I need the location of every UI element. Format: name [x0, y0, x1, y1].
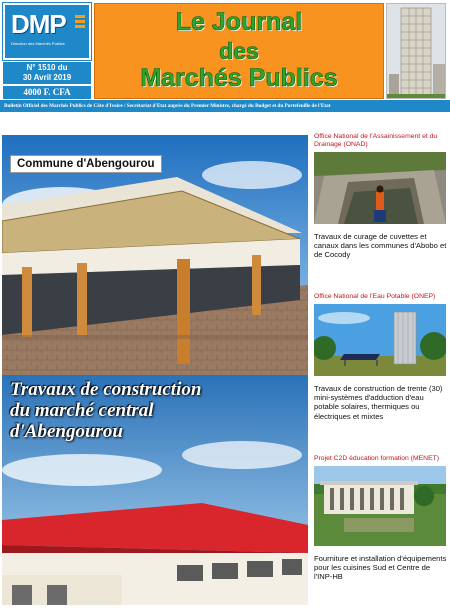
dmp-logo [3, 3, 91, 60]
side-description: Fourniture et installation d'équipements pour les cuisines Sud et Centre de l'INP-HB [314, 554, 447, 582]
headline-line-1: Travaux de construction [10, 379, 202, 400]
logo-text: DMP [11, 9, 66, 39]
issue-date: 30 Avril 2019 [22, 73, 72, 82]
side-category: Projet C2D éducation formation (MENET) [314, 455, 440, 462]
side-story-onad[interactable] [314, 133, 450, 260]
headline-line-3: d'Abengourou [10, 421, 123, 442]
water-tower-image [314, 304, 446, 381]
logo-subtitle: Direction des Marchés Publics [11, 41, 65, 46]
journal-title [94, 3, 384, 99]
bulletin-banner: Bulletin Officiel des Marchés Publics de Côte d'Ivoire / Secrétariat d'Etat auprès du Premier Ministre, chargé du Budget et du Portefeuille de l'Etat [0, 100, 450, 112]
side-column [314, 133, 450, 608]
side-category: Office National de l'Eau Potable (ONEP) [314, 293, 436, 300]
side-description: Travaux de curage de cuvettes et canaux dans les communes d'Abobo et de Cocody [314, 232, 447, 260]
side-story-c2d[interactable] [314, 455, 450, 582]
market-render-image-top [2, 135, 308, 375]
commune-label: Commune d'Abengourou [10, 155, 162, 173]
masthead [0, 0, 450, 114]
price-badge: 4000 F. CFA [3, 86, 91, 99]
title-line-3: Marchés Publics [140, 64, 338, 92]
issue-number: N° 1510 du [26, 63, 68, 72]
side-category: Office National de l'Assainissement et du Drainage (ONAD) [314, 133, 438, 148]
side-story-onep[interactable] [314, 293, 450, 421]
canal-cleaning-image [314, 152, 446, 229]
side-description: Travaux de construction de trente (30) mini-systèmes d'adduction d'eau potable solaires, thermiques ou électriques et mixtes [314, 384, 443, 421]
issue-info [3, 62, 91, 84]
headline-line-2: du marché central [10, 400, 154, 421]
main-story[interactable] [2, 135, 308, 605]
tower-building-image [386, 3, 446, 99]
title-line-2: des [219, 38, 259, 64]
logo-bars-icon [75, 15, 85, 35]
inphb-building-image [314, 466, 446, 551]
main-headline [10, 379, 308, 442]
title-line-1: Le Journal [175, 8, 303, 36]
